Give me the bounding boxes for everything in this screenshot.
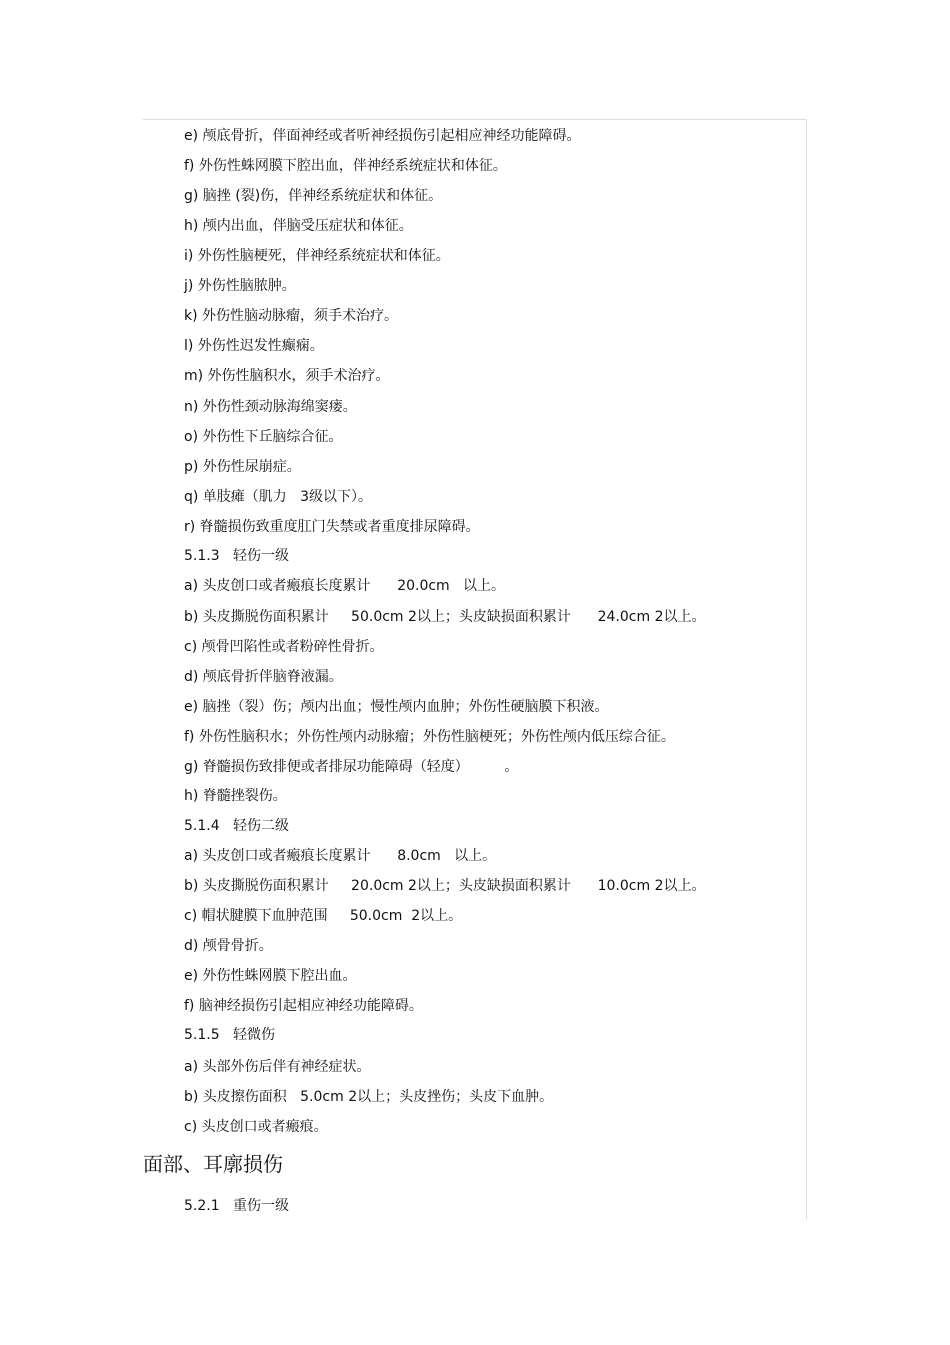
text-line: k) 外伤性脑动脉瘤，须手术治疗。 <box>184 308 399 324</box>
text-line: a) 头皮创口或者瘢痕长度累计 20.0cm 以上。 <box>184 578 506 594</box>
text-line: c) 头皮创口或者瘢痕。 <box>184 1119 328 1135</box>
subsection-heading: 5.2.1 重伤一级 <box>184 1198 289 1214</box>
subsection-heading: 5.1.4 轻伤二级 <box>184 818 289 834</box>
text-line: a) 头皮创口或者瘢痕长度累计 8.0cm 以上。 <box>184 848 497 864</box>
text-line: f) 外伤性蛛网膜下腔出血，伴神经系统症状和体征。 <box>184 158 507 174</box>
text-line: d) 颅骨骨折。 <box>184 938 273 954</box>
text-line: e) 颅底骨折，伴面神经或者听神经损伤引起相应神经功能障碍。 <box>184 128 581 144</box>
text-line: c) 颅骨凹陷性或者粉碎性骨折。 <box>184 639 384 655</box>
text-line: q) 单肢瘫（肌力 3级以下）。 <box>184 489 373 505</box>
text-line: h) 脊髓挫裂伤。 <box>184 788 287 804</box>
text-line: p) 外伤性尿崩症。 <box>184 459 301 475</box>
text-line: o) 外伤性下丘脑综合征。 <box>184 429 343 445</box>
text-line: b) 头皮撕脱伤面积累计 20.0cm 2以上；头皮缺损面积累计 10.0cm 2以上。 <box>184 878 706 894</box>
text-line: f) 外伤性脑积水；外伤性颅内动脉瘤；外伤性脑梗死；外伤性颅内低压综合征。 <box>184 729 675 745</box>
text-line: r) 脊髓损伤致重度肛门失禁或者重度排尿障碍。 <box>184 519 480 535</box>
text-line: g) 脊髓损伤致排便或者排尿功能障碍（轻度） 。 <box>184 759 519 775</box>
text-line: e) 脑挫（裂）伤；颅内出血；慢性颅内血肿；外伤性硬脑膜下积液。 <box>184 699 609 715</box>
text-line: c) 帽状腱膜下血肿范围 50.0cm 2以上。 <box>184 908 463 924</box>
subsection-heading: 5.1.5 轻微伤 <box>184 1027 275 1043</box>
text-line: a) 头部外伤后伴有神经症状。 <box>184 1059 371 1075</box>
text-line: e) 外伤性蛛网膜下腔出血。 <box>184 968 357 984</box>
text-line: b) 头皮擦伤面积 5.0cm 2以上；头皮挫伤；头皮下血肿。 <box>184 1089 554 1105</box>
text-line: d) 颅底骨折伴脑脊液漏。 <box>184 669 343 685</box>
text-line: i) 外伤性脑梗死，伴神经系统症状和体征。 <box>184 248 450 264</box>
text-line: j) 外伤性脑脓肿。 <box>184 278 296 294</box>
text-line: f) 脑神经损伤引起相应神经功能障碍。 <box>184 998 423 1014</box>
subsection-heading: 5.1.3 轻伤一级 <box>184 548 289 564</box>
text-line: m) 外伤性脑积水，须手术治疗。 <box>184 368 390 384</box>
section-heading: 面部、耳廓损伤 <box>143 1152 283 1176</box>
text-line: h) 颅内出血，伴脑受压症状和体征。 <box>184 218 413 234</box>
text-line: g) 脑挫 (裂)伤，伴神经系统症状和体征。 <box>184 188 443 204</box>
text-line: l) 外伤性迟发性癫痫。 <box>184 338 324 354</box>
text-line: n) 外伤性颈动脉海绵窦瘘。 <box>184 399 357 415</box>
text-line: b) 头皮撕脱伤面积累计 50.0cm 2以上；头皮缺损面积累计 24.0cm 2以上。 <box>184 609 706 625</box>
